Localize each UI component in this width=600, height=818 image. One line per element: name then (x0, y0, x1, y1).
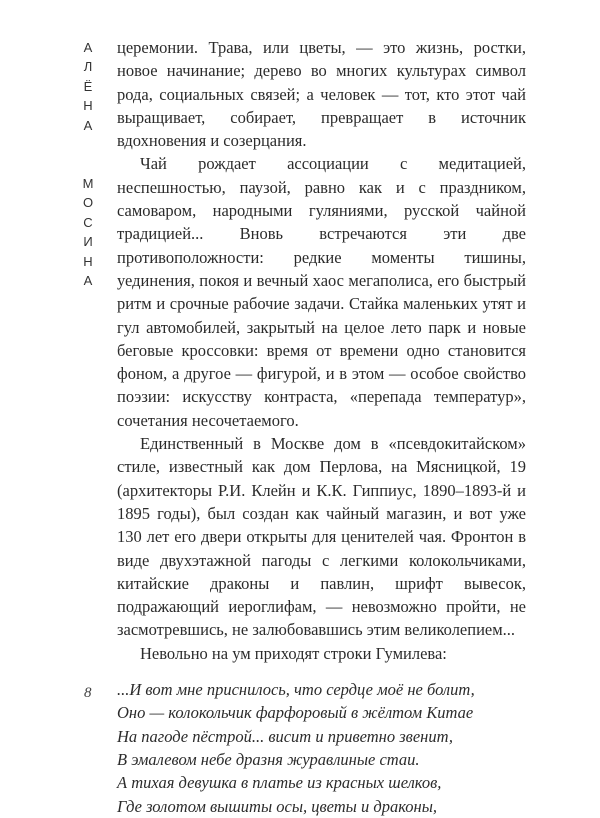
body-text (117, 36, 526, 818)
verse-quote (117, 678, 526, 818)
author-letter: М (82, 176, 94, 192)
author-letter: А (83, 273, 93, 289)
author-letter: О (82, 195, 94, 211)
author-letter: А (83, 117, 93, 133)
author-letter: А (83, 40, 93, 55)
verse-line: Где золотом вышиты осы, цветы и драконы, (117, 796, 438, 816)
author-letter: Н (83, 253, 93, 269)
author-letter: И (83, 234, 93, 250)
verse-line: А тихая девушка в платье из красных шелков, (117, 773, 442, 793)
paragraph: Чай рождает ассоциации с медитацией, неспешностью, паузой, равно как и с праздником, самоваром, народными гуляниями, русской чайной традицией... Вновь встречаются эти две противоположности: редкие моменты тишины, уединения, покоя и вечный хаос мегаполиса, его быстрый ритм и срочные рабочие задачи. Стайка маленьких утят и гул автомобилей, закрытый на целое лето парк и новые беговые кроссовки: время от времени одно становится фоном, а другое — фигурой, и в этом — особое свойство поэзии: искусству контраста, «перепада температур», сочетания несочетаемого. (117, 154, 526, 430)
paragraph: церемонии. Трава, или цветы, — это жизнь, ростки, новое начинание; дерево во многих культурах символ рода, социальных связей; а человек — тот, кто этот чай выращивает, собирает, превращает в источник вдохновения и созерцания. (117, 38, 526, 151)
page-number: 8 (84, 685, 92, 701)
author-letter: Ё (83, 78, 93, 94)
paragraph: Единственный в Москве дом в «псевдокитайском» стиле, известный как дом Перлова, на Мясницкой, 19 (архитекторы Р.И. Клейн и К.К. Гиппиус, 1890–1893-й и 1895 годы), был создан как чайный магазин, и вот уже 130 лет его двери открыты для ценителей чая. Фронтон в виде двухэтажной пагоды с легкими колокольчиками, китайские драконы и павлин, шрифт вывесок, подражающий иероглифам, — невозможно пройти, не засмотревшись, не залюбовавшись этим великолепием... (117, 434, 526, 640)
verse-line: ...И вот мне приснилось, что сердце моё не болит, (117, 680, 475, 700)
verse-line: Оно — колокольчик фарфоровый в жёлтом Китае (117, 703, 474, 723)
author-letter: С (83, 214, 93, 230)
author-letter: Н (83, 98, 93, 114)
verse-line: На пагоде пёстрой... висит и приветно звенит, (117, 726, 454, 746)
author-letter: Л (83, 59, 93, 75)
author-name-vertical (78, 38, 98, 290)
verse-line: В эмалевом небе дразня журавлиные стаи. (117, 749, 420, 769)
paragraph: Невольно на ум приходят строки Гумилева: (140, 643, 447, 663)
